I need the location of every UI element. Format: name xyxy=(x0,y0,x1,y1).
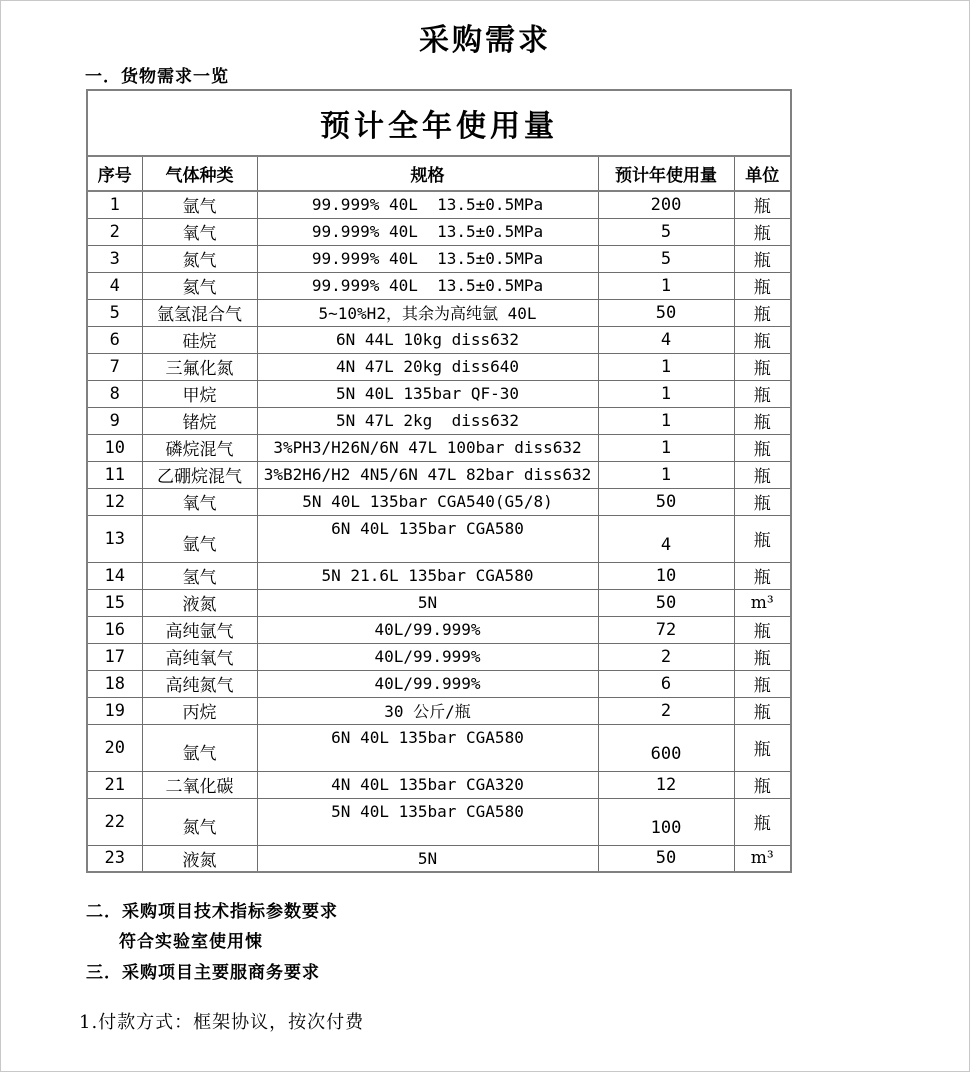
table-row xyxy=(87,724,791,771)
cell-qty: 5 xyxy=(598,218,734,245)
cell-qty: 4 xyxy=(598,326,734,353)
col-header-seq: 序号 xyxy=(87,156,142,191)
table-row xyxy=(87,771,791,798)
cell-gas: 氧气 xyxy=(142,488,257,515)
cell-unit: 瓶 xyxy=(734,724,791,771)
cell-gas: 硅烷 xyxy=(142,326,257,353)
cell-seq: 19 xyxy=(87,697,142,724)
cell-unit: 瓶 xyxy=(734,461,791,488)
cell-spec: 5N 47L 2kg diss632 xyxy=(257,407,598,434)
cell-unit: 瓶 xyxy=(734,272,791,299)
cell-unit: 瓶 xyxy=(734,434,791,461)
table-row xyxy=(87,191,791,218)
cell-spec: 5N xyxy=(257,845,598,872)
cell-qty: 72 xyxy=(598,616,734,643)
table-row xyxy=(87,218,791,245)
cell-unit: m³ xyxy=(734,845,791,872)
cell-gas: 氩气 xyxy=(142,515,257,562)
cell-qty: 5 xyxy=(598,245,734,272)
cell-seq: 21 xyxy=(87,771,142,798)
cell-qty: 1 xyxy=(598,380,734,407)
cell-qty: 50 xyxy=(598,488,734,515)
cell-gas: 磷烷混气 xyxy=(142,434,257,461)
cell-qty: 2 xyxy=(598,697,734,724)
cell-gas: 乙硼烷混气 xyxy=(142,461,257,488)
payment-note: 1.付款方式：框架协议，按次付费 xyxy=(79,1012,365,1033)
cell-qty: 200 xyxy=(598,191,734,218)
table-row xyxy=(87,245,791,272)
cell-spec: 6N 44L 10kg diss632 xyxy=(257,326,598,353)
cell-qty: 50 xyxy=(598,589,734,616)
cell-spec: 4N 47L 20kg diss640 xyxy=(257,353,598,380)
col-header-spec: 规格 xyxy=(257,156,598,191)
cell-seq: 12 xyxy=(87,488,142,515)
cell-gas: 液氮 xyxy=(142,589,257,616)
cell-gas: 液氮 xyxy=(142,845,257,872)
cell-seq: 8 xyxy=(87,380,142,407)
cell-gas: 氮气 xyxy=(142,245,257,272)
cell-qty: 2 xyxy=(598,643,734,670)
cell-seq: 2 xyxy=(87,218,142,245)
cell-spec: 5N 40L 135bar QF-30 xyxy=(257,380,598,407)
col-header-unit: 单位 xyxy=(734,156,791,191)
cell-qty: 600 xyxy=(598,724,734,771)
cell-seq: 18 xyxy=(87,670,142,697)
cell-seq: 16 xyxy=(87,616,142,643)
table-row xyxy=(87,488,791,515)
cell-gas: 氩气 xyxy=(142,191,257,218)
cell-unit: 瓶 xyxy=(734,670,791,697)
cell-spec: 99.999% 40L 13.5±0.5MPa xyxy=(257,272,598,299)
cell-unit: 瓶 xyxy=(734,380,791,407)
cell-gas: 三氟化氮 xyxy=(142,353,257,380)
cell-seq: 4 xyxy=(87,272,142,299)
cell-spec: 99.999% 40L 13.5±0.5MPa xyxy=(257,245,598,272)
table-row xyxy=(87,670,791,697)
cell-unit: 瓶 xyxy=(734,191,791,218)
cell-spec: 6N 40L 135bar CGA580 xyxy=(257,515,598,562)
cell-qty: 10 xyxy=(598,562,734,589)
cell-unit: 瓶 xyxy=(734,515,791,562)
cell-qty: 4 xyxy=(598,515,734,562)
cell-qty: 1 xyxy=(598,461,734,488)
cell-seq: 22 xyxy=(87,798,142,845)
cell-spec: 5N 21.6L 135bar CGA580 xyxy=(257,562,598,589)
table-row xyxy=(87,434,791,461)
cell-qty: 1 xyxy=(598,272,734,299)
cell-qty: 1 xyxy=(598,407,734,434)
cell-gas: 甲烷 xyxy=(142,380,257,407)
cell-unit: 瓶 xyxy=(734,643,791,670)
cell-spec: 5N 40L 135bar CGA580 xyxy=(257,798,598,845)
cell-gas: 丙烷 xyxy=(142,697,257,724)
table-row xyxy=(87,380,791,407)
col-header-gas: 气体种类 xyxy=(142,156,257,191)
cell-spec: 40L/99.999% xyxy=(257,616,598,643)
cell-spec: 6N 40L 135bar CGA580 xyxy=(257,724,598,771)
table-row xyxy=(87,697,791,724)
table-row xyxy=(87,589,791,616)
cell-qty: 1 xyxy=(598,353,734,380)
cell-seq: 14 xyxy=(87,562,142,589)
table-row xyxy=(87,299,791,326)
table-row xyxy=(87,461,791,488)
cell-seq: 15 xyxy=(87,589,142,616)
cell-unit: m³ xyxy=(734,589,791,616)
cell-gas: 高纯氩气 xyxy=(142,616,257,643)
cell-unit: 瓶 xyxy=(734,407,791,434)
cell-spec: 5~10%H2，其余为高纯氩 40L xyxy=(257,299,598,326)
table-row xyxy=(87,616,791,643)
col-header-qty: 预计年使用量 xyxy=(598,156,734,191)
table-row xyxy=(87,353,791,380)
cell-spec: 5N xyxy=(257,589,598,616)
cell-spec: 99.999% 40L 13.5±0.5MPa xyxy=(257,191,598,218)
section-1-heading: 一．货物需求一览 xyxy=(85,67,229,86)
cell-seq: 7 xyxy=(87,353,142,380)
table-row xyxy=(87,562,791,589)
cell-seq: 10 xyxy=(87,434,142,461)
cell-qty: 12 xyxy=(598,771,734,798)
annual-usage-table xyxy=(86,89,792,873)
cell-spec: 5N 40L 135bar CGA540(G5/8) xyxy=(257,488,598,515)
cell-unit: 瓶 xyxy=(734,245,791,272)
cell-gas: 氮气 xyxy=(142,798,257,845)
cell-qty: 50 xyxy=(598,845,734,872)
cell-unit: 瓶 xyxy=(734,798,791,845)
cell-seq: 11 xyxy=(87,461,142,488)
cell-gas: 氩氢混合气 xyxy=(142,299,257,326)
cell-seq: 3 xyxy=(87,245,142,272)
cell-spec: 40L/99.999% xyxy=(257,670,598,697)
cell-qty: 50 xyxy=(598,299,734,326)
cell-seq: 9 xyxy=(87,407,142,434)
cell-unit: 瓶 xyxy=(734,299,791,326)
cell-spec: 40L/99.999% xyxy=(257,643,598,670)
cell-seq: 1 xyxy=(87,191,142,218)
section-2-heading: 二．采购项目技术指标参数要求 xyxy=(86,902,338,921)
table-row xyxy=(87,515,791,562)
cell-unit: 瓶 xyxy=(734,697,791,724)
cell-spec: 4N 40L 135bar CGA320 xyxy=(257,771,598,798)
table-row xyxy=(87,845,791,872)
cell-spec: 3%B2H6/H2 4N5/6N 47L 82bar diss632 xyxy=(257,461,598,488)
cell-seq: 20 xyxy=(87,724,142,771)
cell-qty: 6 xyxy=(598,670,734,697)
cell-gas: 氧气 xyxy=(142,218,257,245)
cell-unit: 瓶 xyxy=(734,562,791,589)
table-row xyxy=(87,272,791,299)
cell-unit: 瓶 xyxy=(734,771,791,798)
cell-gas: 氦气 xyxy=(142,272,257,299)
cell-qty: 1 xyxy=(598,434,734,461)
cell-gas: 高纯氮气 xyxy=(142,670,257,697)
cell-unit: 瓶 xyxy=(734,218,791,245)
cell-gas: 锗烷 xyxy=(142,407,257,434)
page-title: 采购需求 xyxy=(419,24,551,57)
cell-seq: 5 xyxy=(87,299,142,326)
cell-seq: 6 xyxy=(87,326,142,353)
cell-seq: 17 xyxy=(87,643,142,670)
cell-unit: 瓶 xyxy=(734,488,791,515)
cell-spec: 99.999% 40L 13.5±0.5MPa xyxy=(257,218,598,245)
section-3-heading: 三．采购项目主要服商务要求 xyxy=(86,963,320,982)
cell-spec: 30 公斤/瓶 xyxy=(257,697,598,724)
cell-gas: 二氧化碳 xyxy=(142,771,257,798)
cell-unit: 瓶 xyxy=(734,616,791,643)
table-header-row xyxy=(87,156,791,191)
cell-gas: 氩气 xyxy=(142,724,257,771)
cell-qty: 100 xyxy=(598,798,734,845)
cell-gas: 氢气 xyxy=(142,562,257,589)
cell-seq: 13 xyxy=(87,515,142,562)
table-row xyxy=(87,643,791,670)
section-2-body: 符合实验室使用悚 xyxy=(119,932,263,951)
table-row xyxy=(87,407,791,434)
cell-unit: 瓶 xyxy=(734,353,791,380)
cell-unit: 瓶 xyxy=(734,326,791,353)
table-title-row xyxy=(87,90,791,156)
table-row xyxy=(87,798,791,845)
cell-gas: 高纯氧气 xyxy=(142,643,257,670)
table-title: 预计全年使用量 xyxy=(87,90,791,156)
cell-spec: 3%PH3/H26N/6N 47L 100bar diss632 xyxy=(257,434,598,461)
table-row xyxy=(87,326,791,353)
cell-seq: 23 xyxy=(87,845,142,872)
